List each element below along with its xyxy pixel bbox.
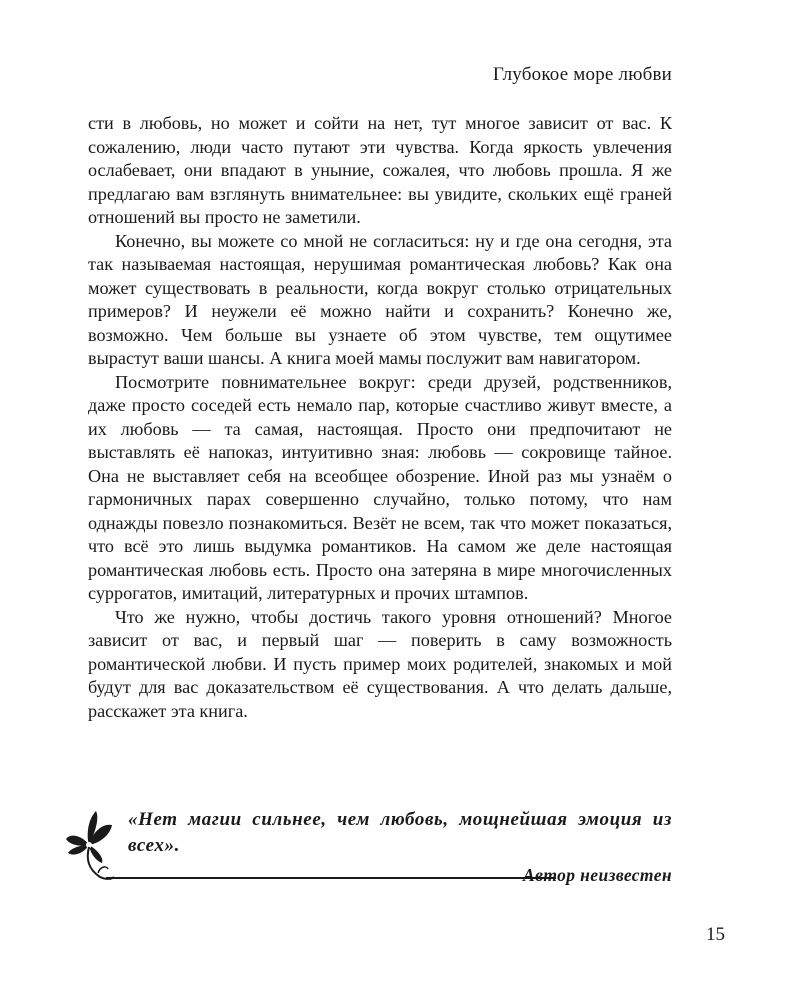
epigraph-attribution: Автор неизвестен <box>523 865 672 885</box>
epigraph <box>62 805 674 895</box>
floral-ornament-icon <box>62 805 116 881</box>
paragraph-2: Конечно, вы можете со мной не согласиться: ну и где она сегодня, эта так называемая настоящая, нерушимая романтическая любовь? Как она может существовать в реальности, когда вокруг столько отрицательных примеров? И неужели её можно найти и сохранить? Конечно же, возможно. Чем больше вы узнаете об этом чувстве, тем ощутимее вырастут ваши шансы. А книга моей мамы послужит вам навигатором. <box>88 230 672 368</box>
body-text <box>88 112 672 723</box>
epigraph-quote: «Нет магии сильнее, чем любовь, мощнейшая эмоция из всех». <box>128 809 672 856</box>
running-head: Глубокое море любви <box>492 64 672 85</box>
paragraph-4: Что же нужно, чтобы достичь такого уровня отношений? Многое зависит от вас, и первый шаг — поверить в саму возможность романтической любви. И пусть пример моих родителей, знакомых и мой будут для вас доказательством её существования. А что делать дальше, расскажет эта книга. <box>88 606 672 721</box>
paragraph-1: сти в любовь, но может и сойти на нет, тут многое зависит от вас. К сожалению, люди часто путают эти чувства. Когда яркость увлечения ослабевает, они впадают в уныние, сожалея, что любовь прошла. Я же предлагаю вам взглянуть внимательнее: вы увидите, скольких ещё граней отношений вы просто не заметили. <box>88 113 672 227</box>
paragraph-3: Посмотрите повнимательнее вокруг: среди друзей, родственников, даже просто соседей есть немало пар, которые счастливо живут вместе, а их любовь — та самая, настоящая. Просто они предпочитают не выставлять её напоказ, интуитивно зная: любовь — сокровище тайное. Она не выставляет себя на всеобщее обозрение. Иной раз мы узнаём о гармоничных парах совершенно случайно, только потому, что нам однажды повезло познакомиться. Везёт не всем, так что может показаться, что всё это лишь выдумка романтиков. На самом же деле настоящая романтическая любовь есть. Просто она затеряна в мире многочисленных суррогатов, имитаций, литературных и прочих штампов. <box>88 371 672 603</box>
epigraph-rule <box>106 877 556 879</box>
page-number: 15 <box>706 924 725 945</box>
